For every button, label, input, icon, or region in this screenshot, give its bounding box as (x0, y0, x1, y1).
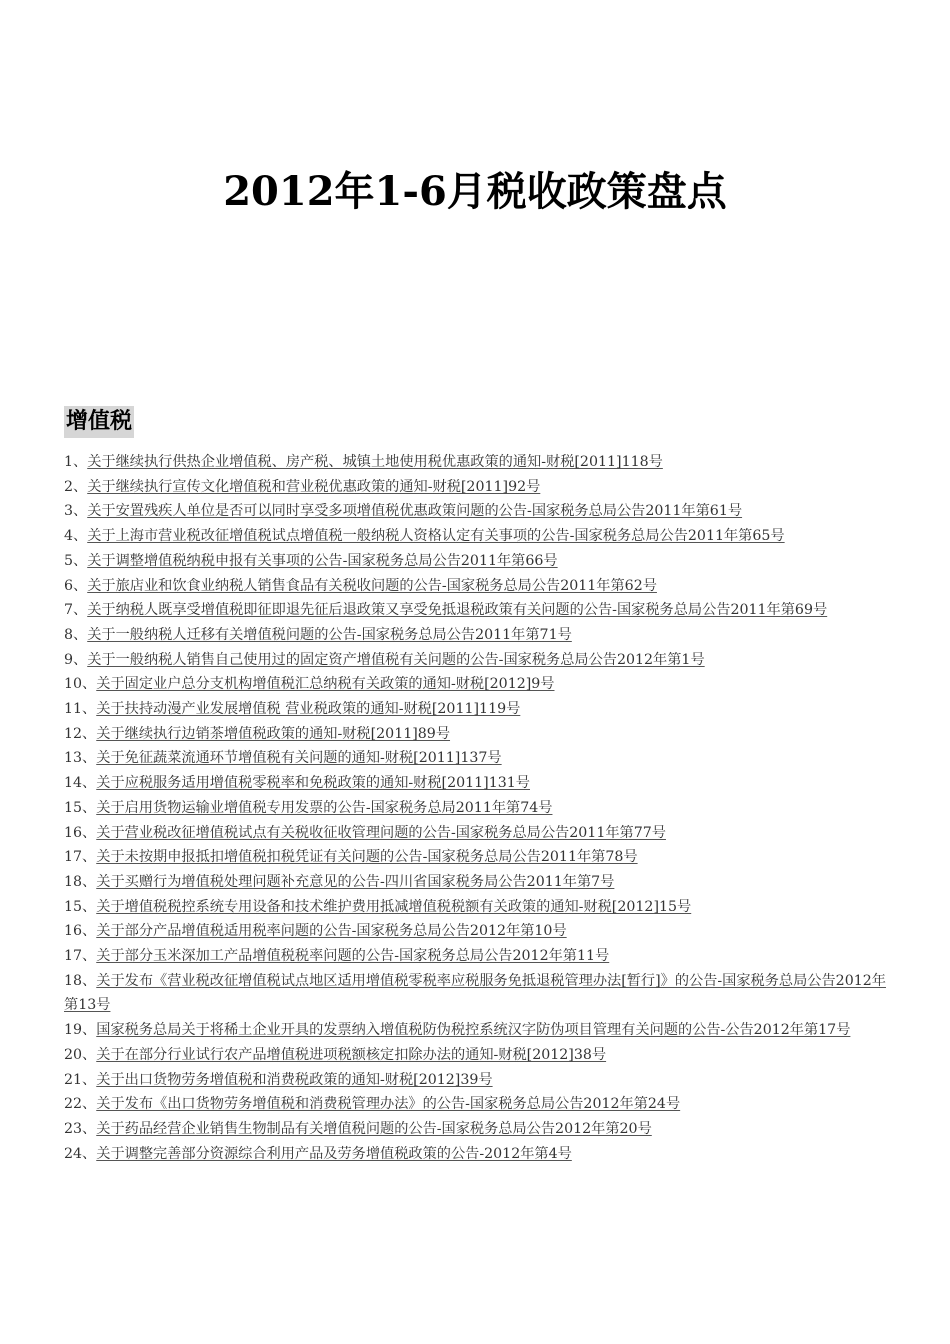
policy-link[interactable]: 关于旅店业和饮食业纳税人销售食品有关税收问题的公告-国家税务总局公告2011年第62号 (87, 577, 657, 594)
policy-link[interactable]: 关于继续执行宣传文化增值税和营业税优惠政策的通知-财税[2011]92号 (87, 478, 541, 495)
policy-link[interactable]: 关于继续执行供热企业增值税、房产税、城镇土地使用税优惠政策的通知-财税[2011]118号 (87, 454, 663, 470)
policy-item-number: 18、 (64, 972, 97, 989)
policy-item-number: 7、 (64, 602, 88, 619)
page-title: 2012年1-6月税收政策盘点 (223, 168, 727, 215)
policy-list-item (64, 648, 900, 673)
policy-list-item (64, 895, 900, 920)
policy-link[interactable]: 关于部分产品增值税适用税率问题的公告-国家税务总局公告2012年第10号 (96, 923, 567, 940)
policy-item-number: 11、 (64, 701, 97, 718)
policy-item-number: 8、 (64, 626, 88, 643)
policy-link[interactable]: 国家税务总局关于将稀土企业开具的发票纳入增值税防伪税控系统汉字防伪项目管理有关问题的公告-公告2012年第17号 (96, 1022, 851, 1039)
policy-item-number: 16、 (64, 824, 97, 841)
policy-item-number: 24、 (64, 1145, 97, 1162)
policy-list-item (64, 771, 900, 796)
policy-link[interactable]: 关于营业税改征增值税试点有关税收征收管理问题的公告-国家税务总局公告2011年第77号 (96, 824, 666, 841)
policy-list-item (64, 796, 900, 821)
policy-item-number: 2、 (64, 478, 88, 495)
policy-link[interactable]: 关于调整完善部分资源综合利用产品及劳务增值税政策的公告-2012年第4号 (96, 1145, 572, 1162)
policy-list-item (64, 1092, 900, 1117)
policy-list-item (64, 1142, 900, 1167)
policy-list-item (64, 475, 900, 500)
policy-list-item (64, 821, 900, 846)
policy-link[interactable]: 关于免征蔬菜流通环节增值税有关问题的通知-财税[2011]137号 (96, 750, 502, 767)
policy-link[interactable]: 关于启用货物运输业增值税专用发票的公告-国家税务总局2011年第74号 (96, 799, 553, 816)
policy-list (64, 450, 900, 1166)
policy-list-item (64, 722, 900, 747)
policy-link[interactable]: 关于在部分行业试行农产品增值税进项税额核定扣除办法的通知-财税[2012]38号 (96, 1046, 607, 1063)
policy-link[interactable]: 关于未按期申报抵扣增值税扣税凭证有关问题的公告-国家税务总局公告2011年第78号 (96, 849, 638, 866)
policy-list-item (64, 969, 900, 1018)
policy-item-number: 22、 (64, 1096, 97, 1113)
policy-item-number: 17、 (64, 948, 97, 965)
policy-list-item (64, 845, 900, 870)
policy-link[interactable]: 关于调整增值税纳税申报有关事项的公告-国家税务总局公告2011年第66号 (87, 552, 558, 569)
policy-link[interactable]: 关于上海市营业税改征增值税试点增值税一般纳税人资格认定有关事项的公告-国家税务总局公告2011年第65号 (87, 528, 785, 545)
policy-item-number: 16、 (64, 923, 97, 940)
policy-list-item (64, 919, 900, 944)
policy-item-number: 15、 (64, 799, 97, 816)
policy-item-number: 14、 (64, 775, 97, 792)
policy-item-number: 10、 (64, 676, 97, 693)
policy-link[interactable]: 关于一般纳税人销售自己使用过的固定资产增值税有关问题的公告-国家税务总局公告2012年第1号 (87, 651, 705, 668)
policy-list-item (64, 574, 900, 599)
policy-link[interactable]: 关于应税服务适用增值税零税率和免税政策的通知-财税[2011]131号 (96, 775, 530, 792)
policy-link[interactable]: 关于安置残疾人单位是否可以同时享受多项增值税优惠政策问题的公告-国家税务总局公告2011年第61号 (87, 503, 743, 520)
policy-list-item (64, 1043, 900, 1068)
policy-list-item (64, 1117, 900, 1142)
policy-item-number: 12、 (64, 725, 97, 742)
policy-link[interactable]: 关于部分玉米深加工产品增值税税率问题的公告-国家税务总局公告2012年第11号 (96, 948, 610, 965)
section-heading-vat: 增值税 (64, 406, 134, 438)
policy-link[interactable]: 关于继续执行边销茶增值税政策的通知-财税[2011]89号 (96, 725, 451, 742)
policy-link[interactable]: 关于发布《出口货物劳务增值税和消费税管理办法》的公告-国家税务总局公告2012年第24号 (96, 1096, 681, 1113)
policy-link[interactable]: 关于发布《营业税改征增值税试点地区适用增值税零税率应税服务免抵退税管理办法[暂行]》的公告-国家税务总局公告2012年第13号 (64, 972, 886, 1014)
policy-link[interactable]: 关于药品经营企业销售生物制品有关增值税问题的公告-国家税务总局公告2012年第20号 (96, 1120, 652, 1137)
policy-list-item (64, 1018, 900, 1043)
policy-item-number: 15、 (64, 898, 97, 915)
policy-list-item (64, 944, 900, 969)
policy-item-number: 18、 (64, 873, 97, 890)
policy-list-item (64, 598, 900, 623)
policy-list-item (64, 524, 900, 549)
policy-list-item (64, 1068, 900, 1093)
policy-list-item (64, 623, 900, 648)
policy-item-number: 19、 (64, 1022, 97, 1039)
policy-item-number: 5、 (64, 552, 88, 569)
policy-list-item (64, 672, 900, 697)
policy-list-item (64, 549, 900, 574)
policy-item-number: 1、 (64, 454, 88, 470)
policy-link[interactable]: 关于固定业户总分支机构增值税汇总纳税有关政策的通知-财税[2012]9号 (96, 676, 555, 693)
policy-list-item (64, 450, 900, 475)
policy-item-number: 9、 (64, 651, 88, 668)
policy-item-number: 23、 (64, 1120, 97, 1137)
policy-item-number: 3、 (64, 503, 88, 520)
policy-item-number: 20、 (64, 1046, 97, 1063)
policy-link[interactable]: 关于买赠行为增值税处理问题补充意见的公告-四川省国家税务局公告2011年第7号 (96, 873, 615, 890)
policy-link[interactable]: 关于增值税税控系统专用设备和技术维护费用抵减增值税税额有关政策的通知-财税[2012]15号 (96, 898, 692, 915)
policy-link[interactable]: 关于出口货物劳务增值税和消费税政策的通知-财税[2012]39号 (96, 1071, 493, 1088)
policy-item-number: 6、 (64, 577, 88, 594)
policy-link[interactable]: 关于一般纳税人迁移有关增值税问题的公告-国家税务总局公告2011年第71号 (87, 626, 572, 643)
policy-list-item (64, 746, 900, 771)
policy-item-number: 21、 (64, 1071, 97, 1088)
policy-item-number: 13、 (64, 750, 97, 767)
policy-list-item (64, 870, 900, 895)
policy-item-number: 4、 (64, 528, 88, 545)
policy-link[interactable]: 关于扶持动漫产业发展增值税 营业税政策的通知-财税[2011]119号 (96, 701, 521, 718)
policy-link[interactable]: 关于纳税人既享受增值税即征即退先征后退政策又享受免抵退税政策有关问题的公告-国家税务总局公告2011年第69号 (87, 602, 828, 619)
policy-list-item (64, 499, 900, 524)
policy-list-item (64, 697, 900, 722)
policy-item-number: 17、 (64, 849, 97, 866)
